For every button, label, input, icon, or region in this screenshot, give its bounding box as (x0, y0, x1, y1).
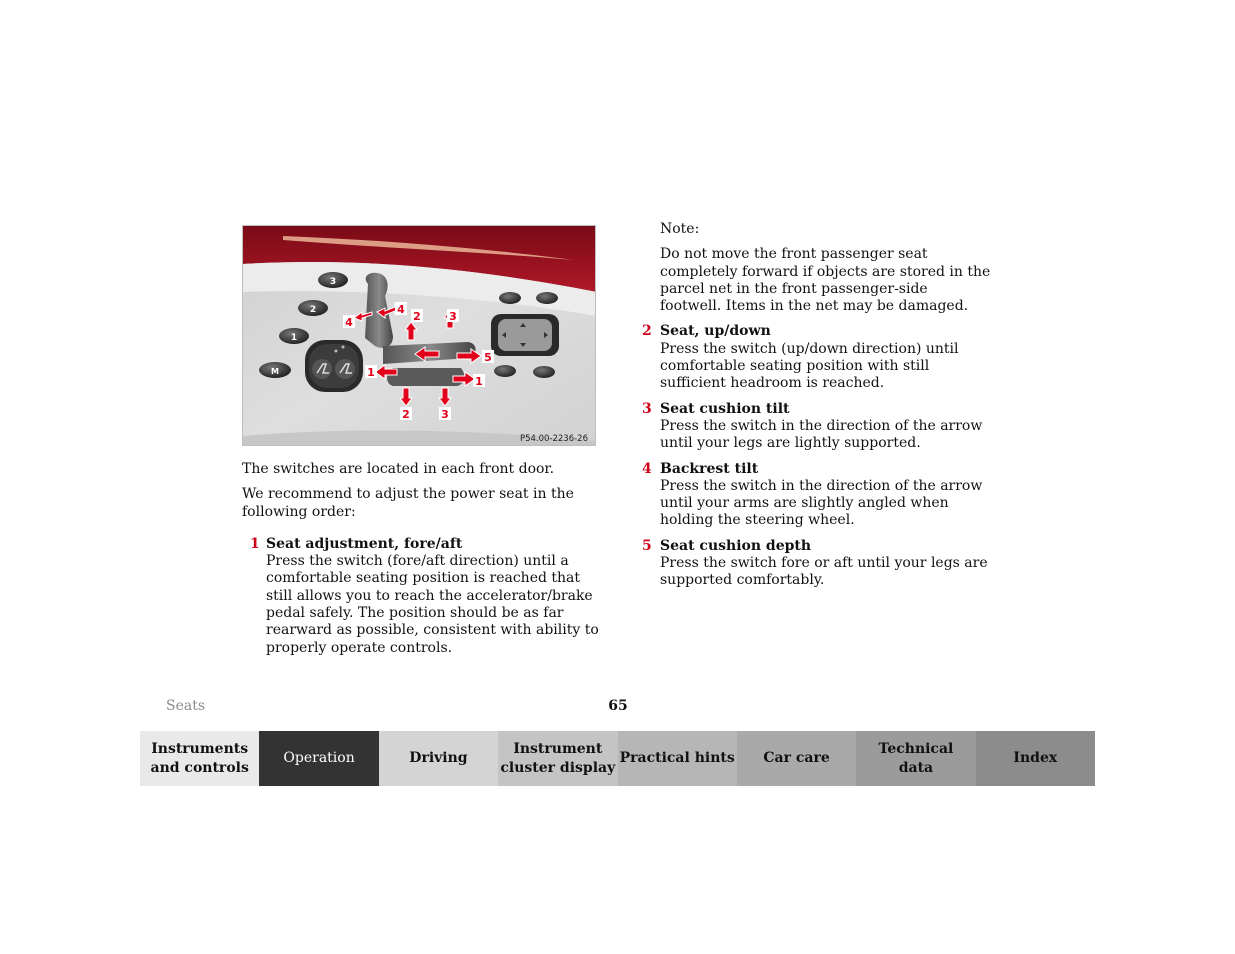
arrow-label-4-right: 4 (397, 303, 405, 316)
list-item (242, 536, 602, 657)
note-text: Do not move the front passenger seat completely forward if objects are stored in the parcel net in the front passenger-side footwell. Items in the net may be damaged. (660, 246, 991, 315)
item-text: Press the switch (up/down direction) until comfortable seating position with still sufficient headroom is reached. (660, 340, 959, 392)
left-column (242, 461, 602, 665)
item-title: Backrest tilt (660, 460, 759, 477)
seat-switch-figure (242, 225, 596, 446)
item-text: Press the switch fore or aft until your legs are supported comfortably. (660, 555, 988, 589)
figure-code: P54.00-2236-26 (519, 434, 588, 444)
item-text: Press the switch (fore/aft direction) until a comfortable seating position is reached that still allows you to reach the accelerator/brake pedal safely. The position should be as far rearward as possible, consistent with ability to properly operate controls. (266, 553, 599, 656)
arrow-label-3-top: 3 (449, 310, 457, 323)
item-number: 2 (642, 323, 652, 340)
memory-button-2-label: 2 (309, 305, 317, 315)
list-item (640, 323, 992, 392)
item-title: Seat cushion tilt (660, 400, 790, 417)
note-label: Note: (660, 221, 700, 237)
item-number: 3 (642, 400, 652, 417)
tab-instruments-and-controls[interactable]: Instruments and controls (140, 731, 259, 786)
item-text: Press the switch in the direction of the arrow until your legs are lightly supported. (660, 417, 983, 452)
item-title: Seat cushion depth (660, 537, 812, 554)
item-number: 4 (642, 460, 652, 477)
tab-instrument-cluster-display[interactable]: Instrument cluster display (498, 731, 617, 786)
list-item (640, 461, 992, 530)
item-title: Seat adjustment, fore/aft (266, 535, 463, 552)
list-item (640, 401, 992, 453)
arrow-label-5: 5 (484, 351, 492, 364)
tab-practical-hints[interactable]: Practical hints (618, 731, 737, 786)
recommend-paragraph: We recommend to adjust the power seat in the following order: (242, 486, 574, 520)
location-paragraph: The switches are located in each front door. (242, 461, 555, 477)
tab-driving[interactable]: Driving (379, 731, 498, 786)
section-title: Seats (166, 698, 206, 714)
seat-heater-switch-icon (305, 340, 363, 392)
arrow-label-1-left: 1 (367, 366, 375, 379)
tab-car-care[interactable]: Car care (737, 731, 856, 786)
arrow-label-2-bottom: 2 (402, 408, 410, 421)
item-number: 1 (250, 535, 260, 552)
arrow-label-4-left: 4 (345, 316, 353, 329)
memory-button-1-label: 1 (290, 333, 298, 343)
tab-operation[interactable]: Operation (259, 731, 378, 786)
tab-technical-data[interactable]: Technical data (856, 731, 975, 786)
item-title: Seat, up/down (660, 323, 771, 340)
memory-button-m-label: M (271, 367, 279, 376)
item-number: 5 (642, 537, 652, 554)
chapter-nav (140, 731, 1095, 786)
memory-button-3-label: 3 (329, 277, 337, 287)
arrow-label-2-top: 2 (413, 310, 421, 323)
right-column (640, 221, 992, 598)
page-number: 65 (608, 698, 628, 714)
arrow-label-3-bottom: 3 (441, 408, 449, 421)
arrow-label-1-right: 1 (475, 375, 483, 388)
list-item (640, 538, 992, 590)
tab-index[interactable]: Index (976, 731, 1095, 786)
item-text: Press the switch in the direction of the arrow until your arms are slightly angled when holding the steering wheel. (660, 477, 983, 529)
